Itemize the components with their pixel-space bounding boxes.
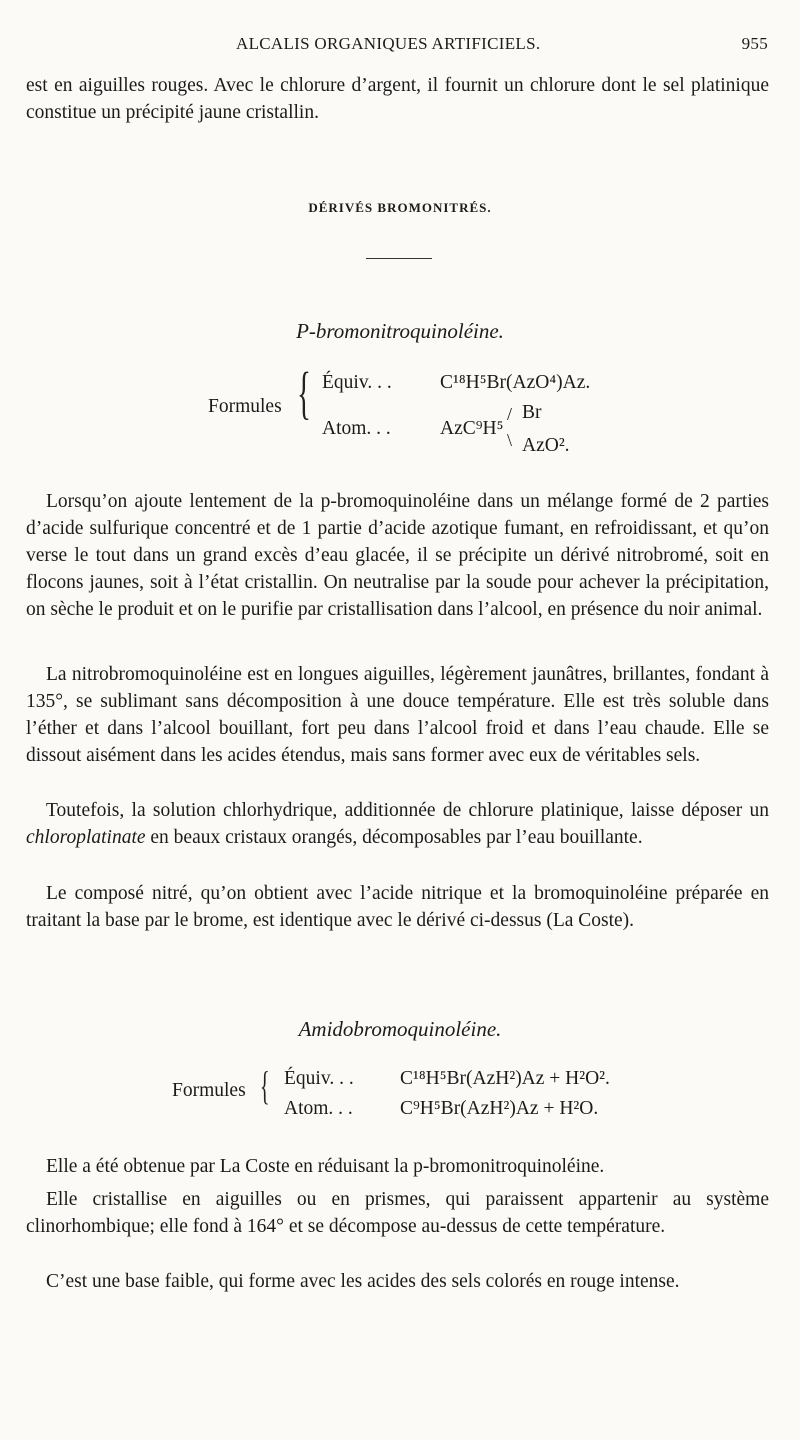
equiv-label: Équiv. . . <box>322 372 392 393</box>
paragraph-base: C’est une base faible, qui forme avec les acides des sels colorés en rouge intense. <box>46 1271 680 1292</box>
paragraph-crystallization: Elle cristallise en aiguilles ou en prismes, qui paraissent appartenir au système clinorhombique; elle fond à 164° et se décompose au-dessus de cette température. <box>26 1189 769 1237</box>
brace-icon: { <box>297 360 311 425</box>
section-divider <box>366 258 432 259</box>
page-header <box>0 34 800 58</box>
p3-text-before: Toutefois, la solution chlorhydrique, additionnée de chlorure platinique, laisse déposer un <box>46 800 769 821</box>
bond-up: / <box>507 404 513 424</box>
paragraph-obtained: Elle a été obtenue par La Coste en réduisant la p-bromonitroquinoléine. <box>46 1156 605 1177</box>
formulas-label: Formules <box>208 396 282 417</box>
atom-formula-base: AzC⁹H⁵ <box>440 418 504 439</box>
brace-icon-2: { <box>260 1063 270 1108</box>
equiv-formula: C¹⁸H⁵Br(AzO⁴)Az. <box>440 372 591 393</box>
atom-formula-2: C⁹H⁵Br(AzH²)Az + H²O. <box>400 1098 599 1119</box>
intro-paragraph: est en aiguilles rouges. Avec le chlorure d’argent, il fournit un chlorure dont le sel platinique constitue un précipité jaune cristallin. <box>26 75 769 123</box>
paragraph-preparation: Lorsqu’on ajoute lentement de la p-bromoquinoléine dans un mélange formé de 2 parties d’acide sulfurique concentré et de 1 partie d’acide azotique fumant, en refroidissant, et qu’on verse le tout dans un grand excès d’eau glacée, il se précipite un dérivé nitrobromé, soit en flocons jaunes, soit à l’état cristallin. On neutralise par la soude pour achever la précipitation, on sèche le produit et on le purifie par cristallisation dans l’alcool, en présence du noir animal. <box>26 491 769 620</box>
paragraph-chloroplatinate <box>26 797 769 851</box>
equiv-formula-2: C¹⁸H⁵Br(AzH²)Az + H²O². <box>400 1068 610 1089</box>
p3-italic-term: chloroplatinate <box>26 827 146 848</box>
formulas-label-2: Formules <box>172 1080 246 1101</box>
compound2-title: Amidobromoquinoléine. <box>298 1017 502 1041</box>
section-title: DÉRIVÉS BROMONITRÉS. <box>308 200 492 215</box>
paragraph-nitro-compound: Le composé nitré, qu’on obtient avec l’acide nitrique et la bromoquinoléine préparée en traitant la base par le brome, est identique avec le dérivé ci-dessus (La Coste). <box>26 883 769 931</box>
bond-down: \ <box>507 430 513 450</box>
atom-branch-bottom: AzO². <box>522 435 570 456</box>
running-title: ALCALIS ORGANIQUES ARTIFICIELS. <box>236 34 541 53</box>
compound1-title: P-bromonitroquinoléine. <box>296 319 504 343</box>
atom-label-2: Atom. . . <box>284 1098 353 1119</box>
atom-branch-top: Br <box>522 402 542 423</box>
page-number: 955 <box>741 34 768 53</box>
atom-label: Atom. . . <box>322 418 391 439</box>
p3-text-after: en beaux cristaux orangés, décomposables par l’eau bouillante. <box>145 827 643 848</box>
paragraph-properties: La nitrobromoquinoléine est en longues aiguilles, légèrement jaunâtres, brillantes, fondant à 135°, se sublimant sans décomposition à une douce température. Elle est très soluble dans l’éther et dans l’alcool bouillant, fort peu dans l’alcool froid et dans l’eau chaude. Elle se dissout aisément dans les acides étendus, mais sans former avec eux de véritables sels. <box>26 664 769 766</box>
equiv-label-2: Équiv. . . <box>284 1068 354 1089</box>
